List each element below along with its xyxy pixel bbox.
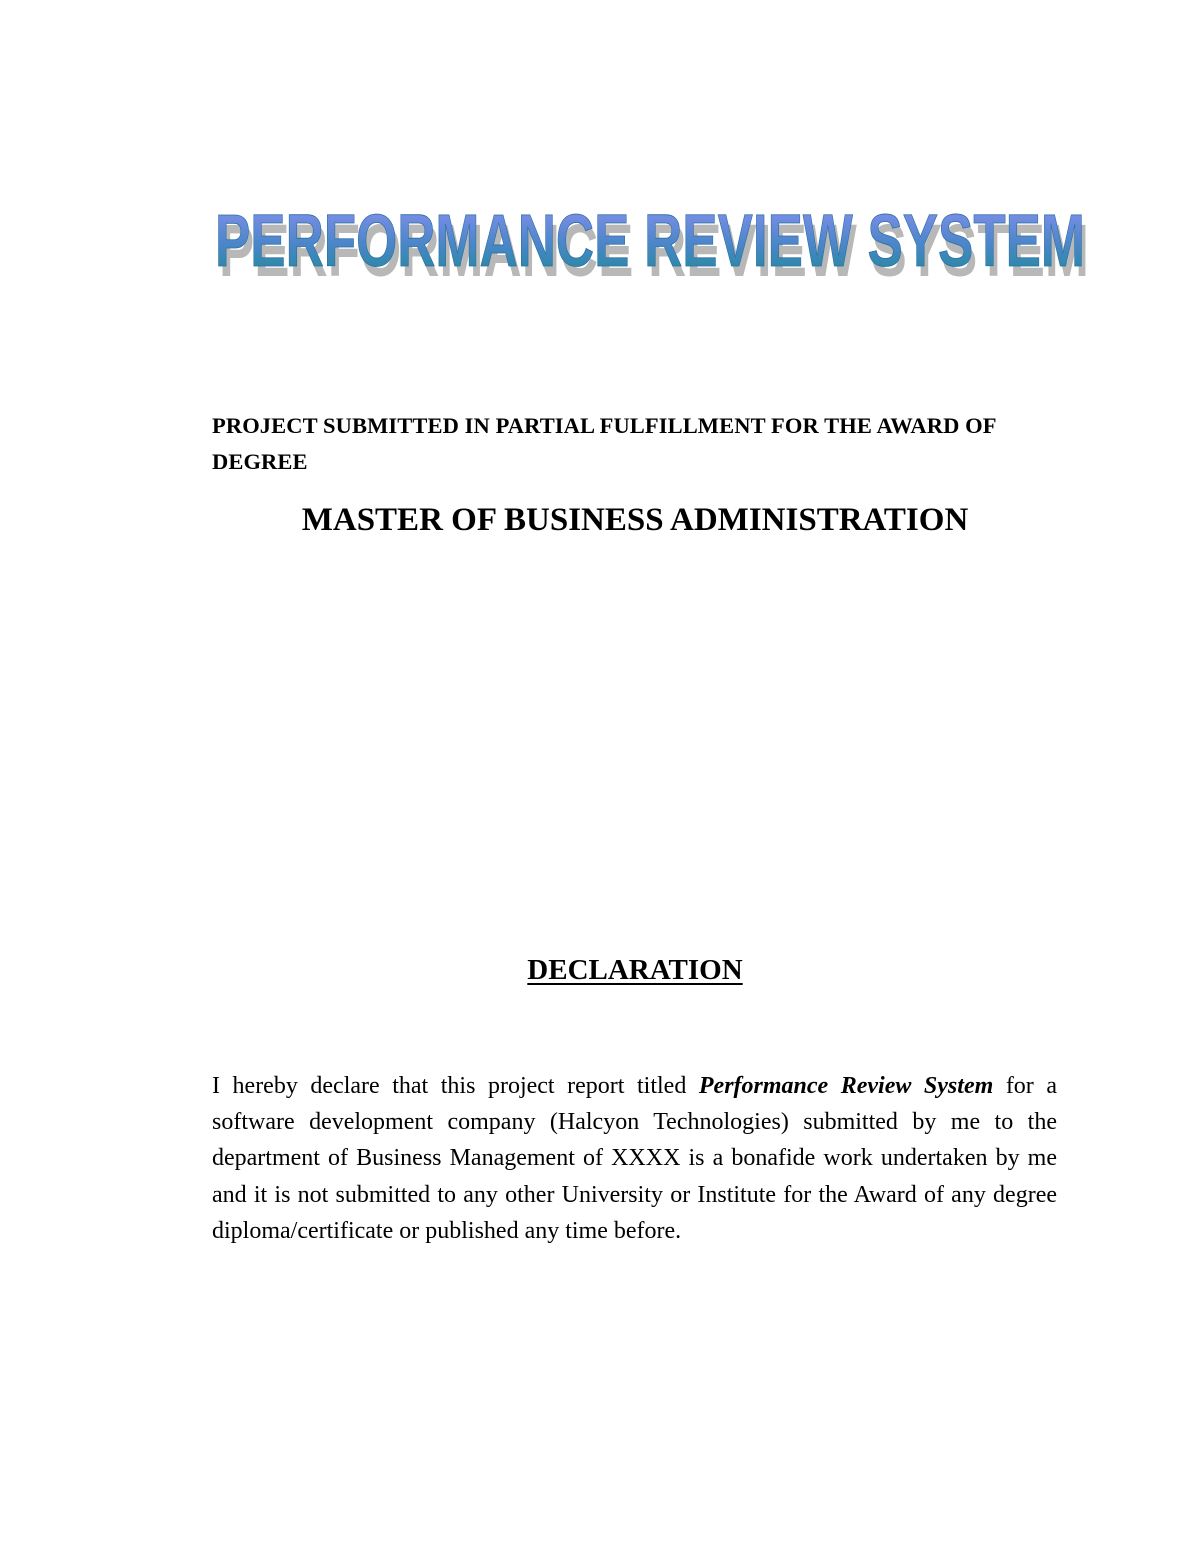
submission-subtitle: PROJECT SUBMITTED IN PARTIAL FULFILLMENT FOR THE AWARD OF DEGREE — [212, 413, 996, 474]
declaration-text-after: for a software development company (Halcyon Technologies) submitted by me to the department of Business Management of XXXX is a bonafide work undertaken by me and it is not submitted to any other University or Institute for the Award of any degree diploma/certificate or published any time before. — [212, 1073, 1058, 1244]
title-wordart-graphic — [205, 192, 1095, 282]
title-wordart-text: PERFORMANCE REVIEW SYSTEM — [215, 199, 1085, 282]
title-wordart-shadow: PERFORMANCE REVIEW SYSTEM — [219, 209, 1089, 282]
declaration-project-title: Performance Review System — [698, 1073, 994, 1099]
declaration-heading: DECLARATION — [527, 954, 743, 986]
declaration-text-before: I hereby declare that this project report titled — [212, 1073, 699, 1099]
degree-title: MASTER OF BUSINESS ADMINISTRATION — [301, 502, 969, 538]
declaration-paragraph — [212, 1068, 1057, 1249]
title-wordart — [205, 192, 1095, 282]
